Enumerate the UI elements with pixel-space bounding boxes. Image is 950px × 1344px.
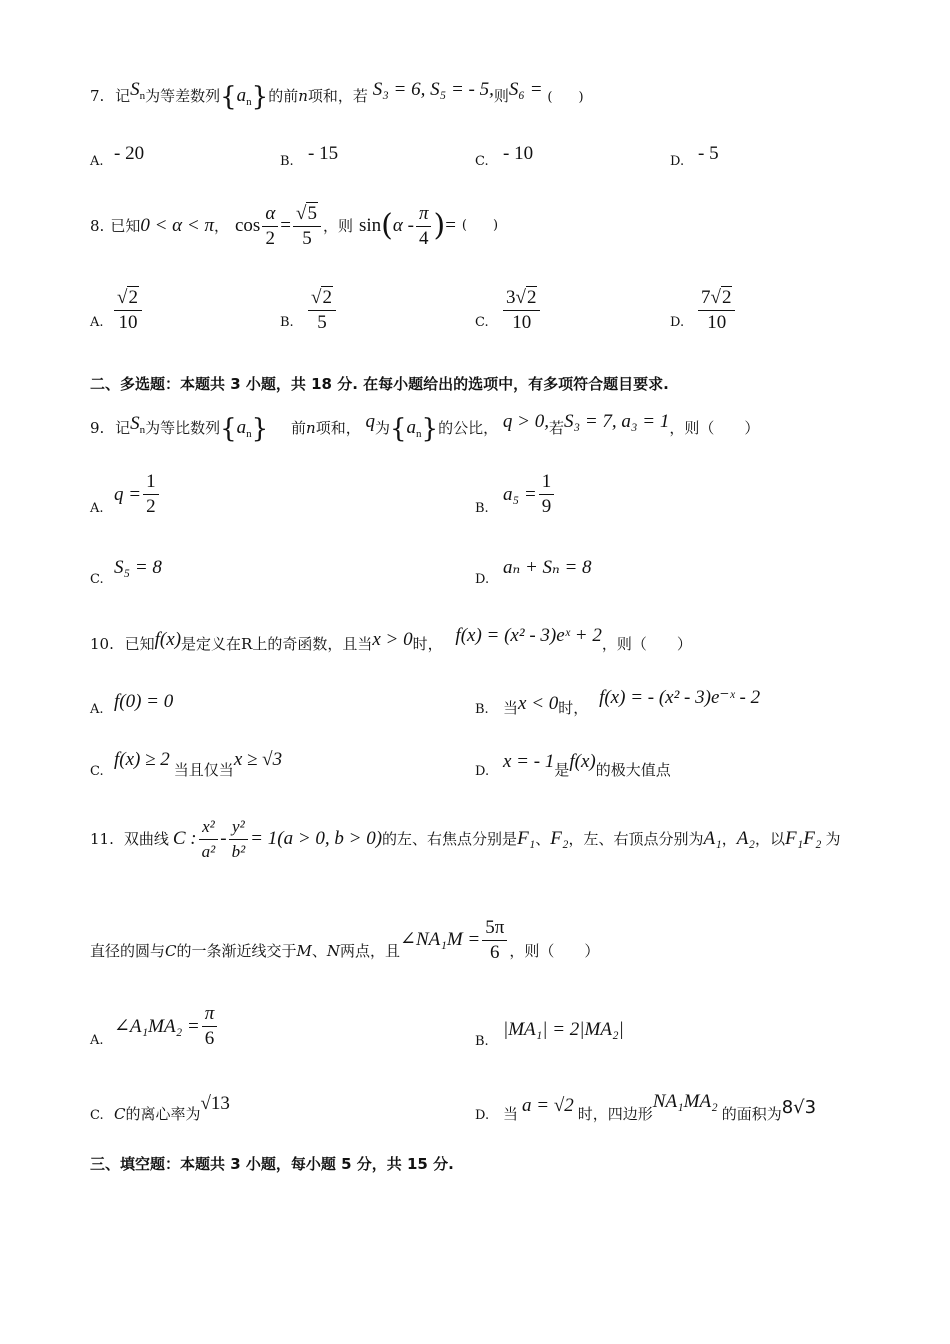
question-number: 7. [90,87,105,105]
q11-option-c [90,1093,230,1126]
option-text: 当 [503,699,519,717]
question-text: ，则（ ） [601,635,692,653]
question-10 [90,625,692,654]
math-minus: - [220,828,227,849]
question-text: n [298,87,308,105]
option-value: f(x) ≥ 2 [114,749,170,770]
option-label: A. [90,154,104,169]
question-text: M [296,942,312,960]
option-value: - 5 [698,143,719,164]
question-text: C [165,942,177,960]
option-text: 的面积为 [721,1105,782,1123]
q8-option-c [475,286,542,335]
answer-paren: ( ) [461,218,499,233]
question-text: 记 [115,87,131,105]
option-fraction: $\frac{3√2}{10}$ [503,286,540,335]
answer-paren: ( ) [547,90,584,105]
question-text: 则 [493,87,509,105]
question-text: 前 [291,419,307,437]
math-f2: F₂ [550,828,569,849]
option-label: A. [90,1032,104,1048]
question-text: N [326,942,341,960]
option-value: |MA₁| = 2|MA₂| [503,1019,624,1040]
option-label: A. [90,314,104,330]
question-text: 上的奇函数，且当 [252,635,373,653]
math-eq: = [280,215,292,236]
option-label: C. [90,572,104,587]
math-condition: q > 0, [502,411,549,432]
option-text: 时， [558,699,589,717]
question-text: ， [721,830,737,848]
math-an: $a_n$ [236,417,252,440]
option-label: D. [670,314,685,330]
math-fx: f(x) [154,629,182,650]
section-2-heading: 二、多选题：本题共 3 小题，共 18 分. 在每小题给出的选项中，有多项符合题目要求. [90,375,669,393]
q7-option-b [280,143,339,172]
question-text: 项和，若 [307,87,368,105]
q10-option-c [90,749,283,782]
math-angle: ∠NA₁M = [400,929,481,950]
option-text: 时，四边形 [577,1105,653,1123]
option-value: f(x) [569,751,596,772]
question-9: 9. 记$S_n$为等比数列$\{a_n\}$ 前n项和， q为$\{a_n\}$的公比， q > 0,若S₃ = 7, a₃ = 1，则（ ） [90,411,760,444]
option-text: 是 [554,761,570,779]
q10-option-d [475,751,671,782]
option-label: C. [90,764,104,779]
question-number: 11. [90,830,114,848]
question-text: 记 [115,419,131,437]
option-value: f(x) = - (x² - 3)e⁻ˣ - 2 [599,687,761,708]
option-label: B. [475,500,489,516]
math-f1: F₁ [517,828,536,849]
question-text: 双曲线 [123,830,169,848]
option-label: B. [475,1034,489,1049]
option-label: D. [475,1108,490,1123]
math-c: C : [172,828,197,849]
math-expression: f(x) = (x² - 3)eˣ + 2 [455,625,602,646]
math-a2: A₂ [736,828,755,849]
option-value: - 20 [114,143,145,164]
option-label: B. [280,314,294,330]
option-label: C. [90,1108,104,1123]
question-text: ，则（ ） [509,942,600,960]
math-sn: $S_n$ [130,79,146,102]
q9-option-b [475,470,556,519]
question-text: 为等比数列 [145,419,221,437]
q11-option-b [475,1019,624,1052]
q8-option-d [670,286,737,335]
q9-option-a [90,470,161,519]
option-fraction: $\frac{1}{2}$ [143,470,159,519]
question-text: 已知 [124,635,155,653]
math-f1f2: F₁F₂ [785,828,822,849]
option-label: D. [670,154,685,169]
option-value: x = - 1 [503,751,555,772]
math-condition: = 1(a > 0, b > 0) [250,828,383,849]
q7-option-d [670,143,719,172]
option-fraction: $\frac{7√2}{10}$ [698,286,735,335]
question-number: 10. [90,635,114,653]
option-label: B. [475,702,489,717]
question-text: ，则（ ） [669,419,760,437]
option-text: 当且仅当 [173,761,234,779]
q7-option-a [90,143,145,172]
option-value: a = √2 [522,1095,574,1116]
question-text: 的前 [268,87,299,105]
option-fraction: $\frac{√2}{10}$ [114,286,142,335]
option-text: C [114,1105,126,1123]
question-text: 的左、右焦点分别是 [382,830,518,848]
math-sin: sin [358,215,382,236]
option-text: 当 [503,1105,519,1123]
frac-pi-4: $\frac{\pi}{4}$ [416,202,432,251]
option-value: f(0) = 0 [114,691,174,712]
q11-option-d [475,1091,817,1126]
option-fraction: $\frac{√2}{5}$ [308,286,336,335]
frac-x2-a2: $\frac{\text{x²}}{\text{a²}}$ [199,815,219,864]
math-a1: A₁ [703,828,722,849]
question-text: 是定义在 [181,635,242,653]
question-11-line2 [90,910,599,970]
option-label: D. [475,764,490,779]
question-text: 为 [825,830,841,848]
math-inner: α - [392,215,414,236]
option-text: 的极大值点 [595,761,671,779]
question-text: 、 [311,942,327,960]
option-label: C. [475,154,489,169]
question-text: ，以 [754,830,785,848]
question-text: R [241,635,253,653]
question-text: 已知 [110,217,141,235]
q9-option-d [475,557,592,590]
q11-option-a [90,1002,219,1051]
question-text: 时， [412,635,443,653]
q7-option-c [475,143,534,172]
question-text: 的公比， [438,419,499,437]
option-value: q = [114,483,142,505]
option-value: ∠A₁MA₂ = [114,1015,200,1037]
q10-option-b [475,687,761,720]
option-label: A. [90,702,104,717]
option-fraction: $\frac{\pi}{6}$ [202,1002,218,1051]
q8-option-b [280,286,338,335]
math-condition: x > 0 [372,629,413,650]
frac-root5-5: $\frac{√5}{5}$ [293,202,321,251]
question-text: 直径的圆与 [90,942,166,960]
option-value: x < 0 [518,693,559,714]
question-text: 的一条渐近线交于 [176,942,297,960]
option-value: √13 [200,1093,230,1114]
math-condition: S₃ = 7, a₃ = 1 [563,411,670,432]
question-text: 项和， [315,419,361,437]
math-ask: S₆ = [508,79,543,100]
math-eq: = [445,215,456,236]
option-value: 8√3 [781,1097,817,1118]
option-value: NA₁MA₂ [652,1091,718,1112]
math-condition: S₃ = 6, S₅ = - 5, [372,79,494,100]
question-text: ，则 [322,217,353,235]
question-7: 7. 记$S_n$为等差数列$\{a_n\}$的前n项和，若 S₃ = 6, S₅ = - 5,则S₆ = ( ) [90,79,584,112]
option-value: x ≥ √3 [233,749,283,770]
math-an: $a_n$ [236,85,252,108]
question-number: 8. [90,217,105,235]
option-value: S₅ = 8 [114,557,162,578]
option-label: A. [90,500,104,516]
question-text: ，左、右顶点分别为 [568,830,704,848]
question-text: 为 [374,419,390,437]
option-value: a₅ = [503,483,537,505]
question-11 [90,808,840,870]
question-text: 若 [548,419,564,437]
q8-option-a [90,286,144,335]
option-text: 的离心率为 [125,1105,201,1123]
option-value: aₙ + Sₙ = 8 [503,557,592,578]
option-label: D. [475,572,490,587]
question-8: 8. 已知 0 < α < π ， cos $\frac{\alpha}{2}$ = $\frac{√5}{5}$ ，则 sin ( α - $\frac{\pi}{4}$ ) = ( ) [90,202,499,249]
question-text: 、 [535,830,551,848]
frac-5pi-6: $\frac{5\pi}{6}$ [482,916,507,965]
question-text: 为等差数列 [145,87,221,105]
option-value: - 10 [503,143,534,164]
section-3-heading: 三、填空题：本题共 3 小题，每小题 5 分，共 15 分. [90,1155,454,1173]
frac-alpha-2: $\frac{\alpha}{2}$ [262,202,278,251]
frac-y2-b2: $\frac{\text{y²}}{\text{b²}}$ [229,815,249,864]
math-cos: cos [234,215,261,236]
question-text: ， [213,217,229,235]
option-fraction: $\frac{1}{9}$ [539,470,555,519]
math-q: q [365,411,375,432]
option-value: - 15 [308,143,339,164]
question-text: n [306,419,316,437]
option-label: C. [475,314,489,330]
question-number: 9. [90,419,105,437]
q9-option-c [90,557,162,590]
math-sn: $S_n$ [130,413,146,436]
q10-option-a [90,691,174,720]
question-text: 两点，且 [340,942,401,960]
math-condition: 0 < α < π [140,215,214,236]
option-label: B. [280,154,294,169]
math-an: $a_n$ [406,417,422,440]
